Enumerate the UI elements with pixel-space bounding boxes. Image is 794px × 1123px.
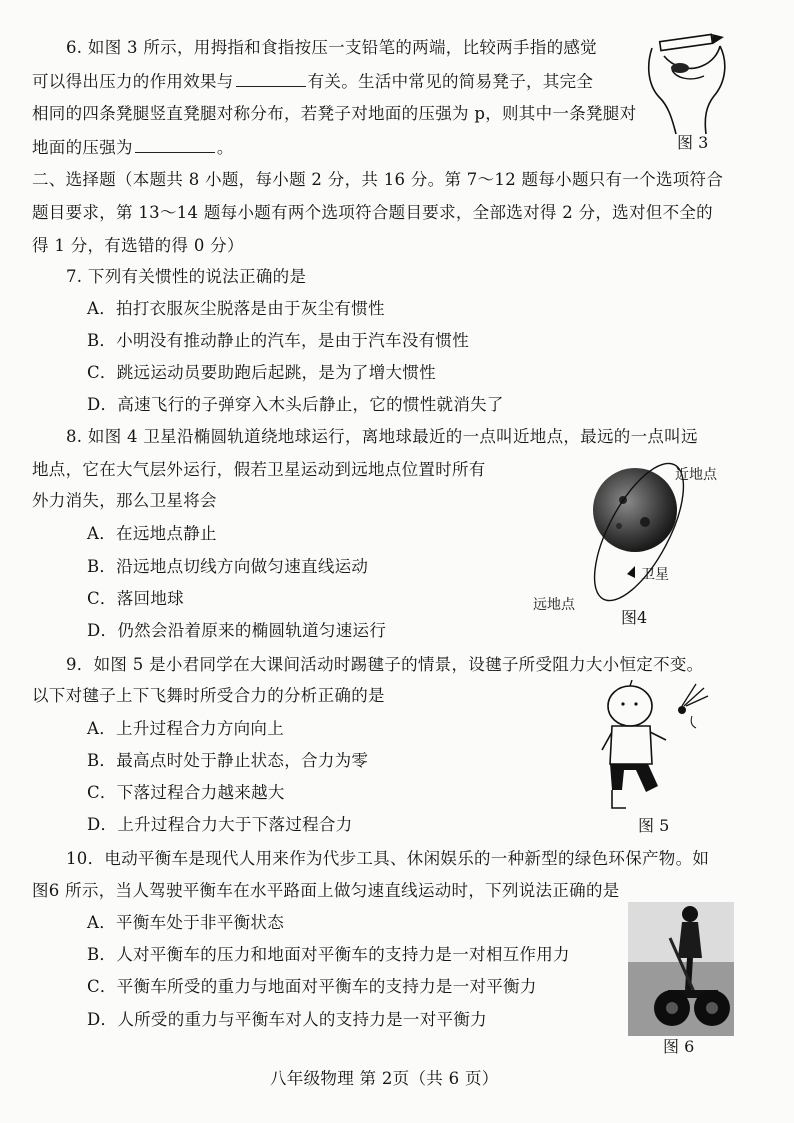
- q6-line4: 地面的压强为 。: [32, 138, 234, 157]
- q7-option-b[interactable]: B．小明没有推动静止的汽车，是由于汽车没有惯性: [87, 331, 470, 350]
- shuttlecock-icon: [678, 684, 708, 714]
- q9-option-a[interactable]: A．上升过程合力方向向上: [87, 719, 285, 738]
- figure-6-balance-car: [628, 902, 734, 1036]
- q7-stem: 7. 下列有关惯性的说法正确的是: [66, 267, 307, 286]
- label-satellite: 卫星: [641, 567, 669, 583]
- q6-line2: 可以得出压力的作用效果与 有关。生活中常见的简易凳子，其完全: [32, 72, 594, 91]
- section2-line1: 二、选择题（本题共 8 小题，每小题 2 分，共 16 分。第 7～12 题每小题只有一个选项符合: [32, 170, 724, 189]
- q6-blank-1[interactable]: [236, 70, 306, 87]
- q9-option-b[interactable]: B．最高点时处于静止状态，合力为零: [87, 751, 369, 770]
- q6-line3: 相同的四条凳腿竖直凳腿对称分布，若凳子对地面的压强为 p，则其中一条凳腿对: [32, 104, 637, 123]
- q9-option-c[interactable]: C．下落过程合力越来越大: [87, 783, 285, 802]
- q10-option-b[interactable]: B．人对平衡车的压力和地面对平衡车的支持力是一对相互作用力: [87, 945, 570, 964]
- section2-line3: 得 1 分，有选错的得 0 分）: [32, 236, 244, 255]
- q7-option-c[interactable]: C．跳远运动员要助跑后起跳，是为了增大惯性: [87, 363, 436, 382]
- q8-option-a[interactable]: A．在远地点静止: [87, 524, 217, 543]
- q8-option-c[interactable]: C．落回地球: [87, 589, 184, 608]
- q9-line2: 以下对毽子上下飞舞时所受合力的分析正确的是: [32, 686, 385, 705]
- q9-option-d[interactable]: D．上升过程合力大于下落过程合力: [87, 815, 353, 834]
- q10-option-c[interactable]: C．平衡车所受的重力与地面对平衡车的支持力是一对平衡力: [87, 977, 537, 996]
- q7-option-a[interactable]: A．拍打衣服灰尘脱落是由于灰尘有惯性: [87, 299, 385, 318]
- figure-5-caption: 图 5: [638, 816, 670, 835]
- q7-option-d[interactable]: D．高速飞行的子弹穿入木头后静止，它的惯性就消失了: [87, 395, 504, 414]
- page-footer: 八年级物理 第 2页（共 6 页）: [270, 1069, 499, 1088]
- figure-4-caption: 图4: [621, 608, 648, 627]
- q8-line3: 外力消失，那么卫星将会: [32, 491, 217, 510]
- head-icon: [608, 686, 652, 726]
- q8-line1: 8. 如图 4 卫星沿椭圆轨道绕地球运行，离地球最近的一点叫近地点，最远的一点叫远: [66, 427, 698, 446]
- satellite-icon: [627, 566, 635, 578]
- q10-line1: 10．电动平衡车是现代人用来作为代步工具、休闲娱乐的一种新型的绿色环保产物。如: [66, 849, 710, 868]
- q8-option-d[interactable]: D．仍然会沿着原来的椭圆轨道匀速运行: [87, 621, 387, 640]
- figure-3-hand-pencil: [642, 26, 742, 136]
- q10-line2: 图6 所示，当人驾驶平衡车在水平路面上做匀速直线运动时，下列说法正确的是: [32, 881, 620, 900]
- q6-blank-2[interactable]: [135, 136, 215, 153]
- section2-line2: 题目要求，第 13～14 题每小题有两个选项符合题目要求，全部选对得 2 分，选对但不全的: [32, 203, 713, 222]
- figure-6-caption: 图 6: [663, 1037, 695, 1056]
- q10-option-d[interactable]: D．人所受的重力与平衡车对人的支持力是一对平衡力: [87, 1010, 487, 1029]
- label-perigee: 近地点: [675, 467, 717, 483]
- rider-head-icon: [682, 906, 698, 922]
- q9-line1: 9．如图 5 是小君同学在大课间活动时踢毽子的情景，设毽子所受阻力大小恒定不变。: [66, 655, 704, 674]
- q8-line2: 地点，它在大气层外运行，假若卫星运动到远地点位置时所有: [32, 460, 486, 479]
- q8-option-b[interactable]: B．沿远地点切线方向做匀速直线运动: [87, 557, 369, 576]
- q6-line1: 6. 如图 3 所示，用拇指和食指按压一支铅笔的两端，比较两手指的感觉: [66, 38, 597, 57]
- earth-icon: [593, 468, 677, 552]
- pencil-tip-icon: [712, 34, 724, 44]
- q10-option-a[interactable]: A．平衡车处于非平衡状态: [87, 913, 285, 932]
- figure-3-caption: 图 3: [677, 133, 709, 152]
- label-apogee: 远地点: [533, 597, 575, 613]
- figure-5-kicking-shuttlecock: [596, 680, 721, 815]
